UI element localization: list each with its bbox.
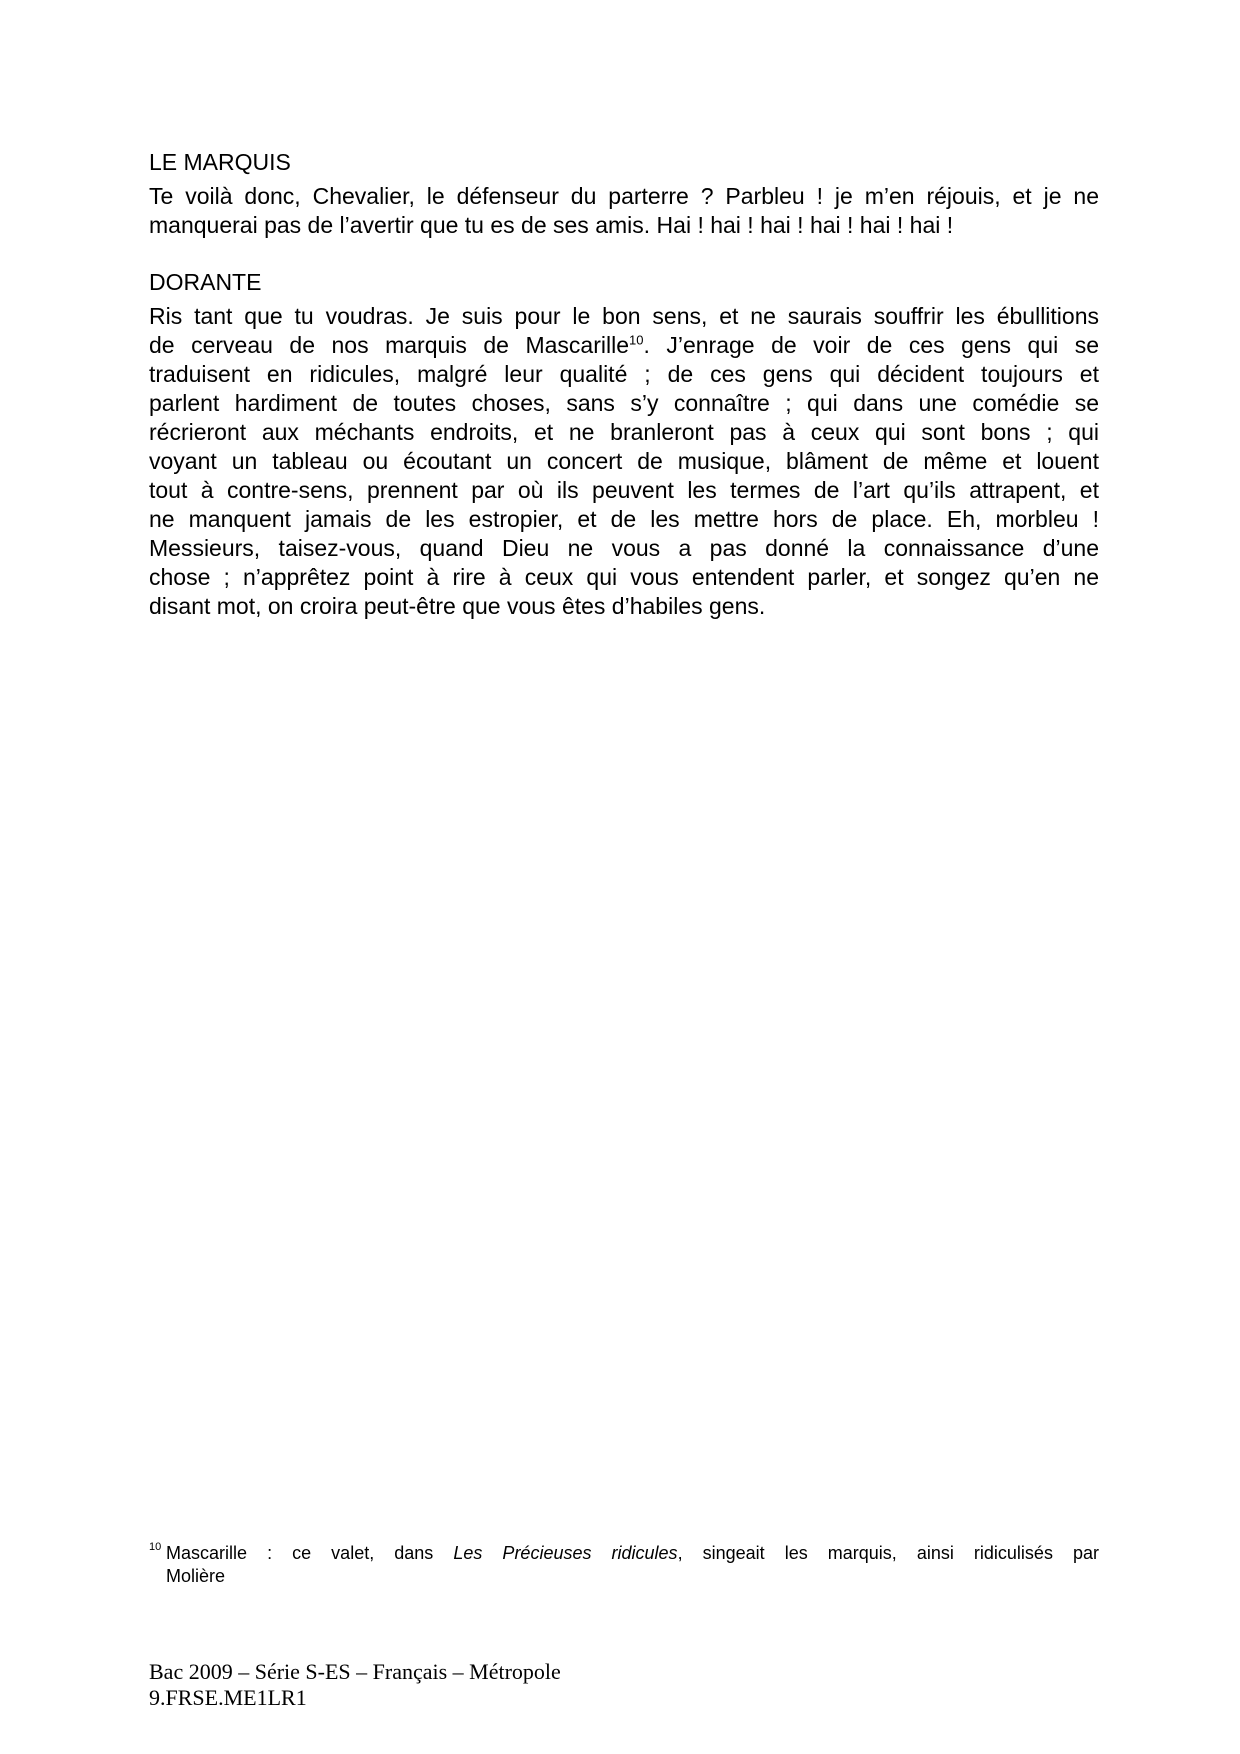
page-footer (149, 1659, 561, 1711)
dorante-speech-line: récrieront aux méchants endroits, et ne branleront pas à ceux qui sont bons ; qui (149, 419, 1099, 445)
dorante-speech-line: voyant un tableau ou écoutant un concert de musique, blâment de même et louent (149, 448, 1099, 474)
footer-exam-code: 9.FRSE.ME1LR1 (149, 1685, 307, 1710)
speaker-dorante: DORANTE (149, 269, 262, 295)
dorante-speech-line-with-footnote (149, 331, 1099, 360)
dorante-speech-line: tout à contre-sens, prennent par où ils peuvent les termes de l’art qu’ils attrapent, et (149, 477, 1099, 503)
footnote-body (166, 1542, 1099, 1588)
dorante-speech-line: parlent hardiment de toutes choses, sans s’y connaître ; qui dans une comédie se (149, 390, 1099, 416)
marquis-speech-line: manquerai pas de l’avertir que tu es de ses amis. Hai ! hai ! hai ! hai ! hai ! hai ! (149, 212, 954, 238)
dorante-speech-line: chose ; n’apprêtez point à rire à ceux qui vous entendent parler, et songez qu’en ne (149, 564, 1099, 590)
footnote-line (166, 1542, 1099, 1565)
dorante-speech-line: disant mot, on croira peut-être que vous êtes d’habiles gens. (149, 593, 766, 619)
footnote-text-before: Mascarille : ce valet, dans (166, 1543, 454, 1563)
dorante-line2-before: de cerveau de nos marquis de Mascarille (149, 332, 629, 358)
dorante-speech-line: traduisent en ridicules, malgré leur qualité ; de ces gens qui décident toujours et (149, 361, 1099, 387)
marquis-speech (149, 182, 1099, 240)
dorante-speech-line: Ris tant que tu voudras. Je suis pour le bon sens, et ne saurais souffrir les ébullitions (149, 303, 1099, 329)
footnote-text-after: , singeait les marquis, ainsi ridiculisés par (677, 1543, 1100, 1563)
marquis-speech-line: Te voilà donc, Chevalier, le défenseur du parterre ? Parbleu ! je m’en réjouis, et je ne (149, 183, 1099, 209)
speaker-le-marquis: LE MARQUIS (149, 149, 291, 175)
footnote-italic-title: Les Précieuses ridicules (453, 1543, 678, 1563)
dorante-speech (149, 302, 1099, 621)
footnote-line: Molière (166, 1566, 226, 1586)
footnote (149, 1542, 1099, 1588)
footer-exam-title: Bac 2009 – Série S-ES – Français – Métropole (149, 1659, 561, 1684)
footnote-number: 10 (149, 1541, 162, 1553)
footnote-reference: 10 (629, 332, 644, 348)
dorante-speech-line: ne manquent jamais de les estropier, et de les mettre hors de place. Eh, morbleu ! (149, 506, 1099, 532)
dorante-speech-line: Messieurs, taisez-vous, quand Dieu ne vous a pas donné la connaissance d’une (149, 535, 1099, 561)
dorante-line2-after: . J’enrage de voir de ces gens qui se (643, 332, 1099, 358)
